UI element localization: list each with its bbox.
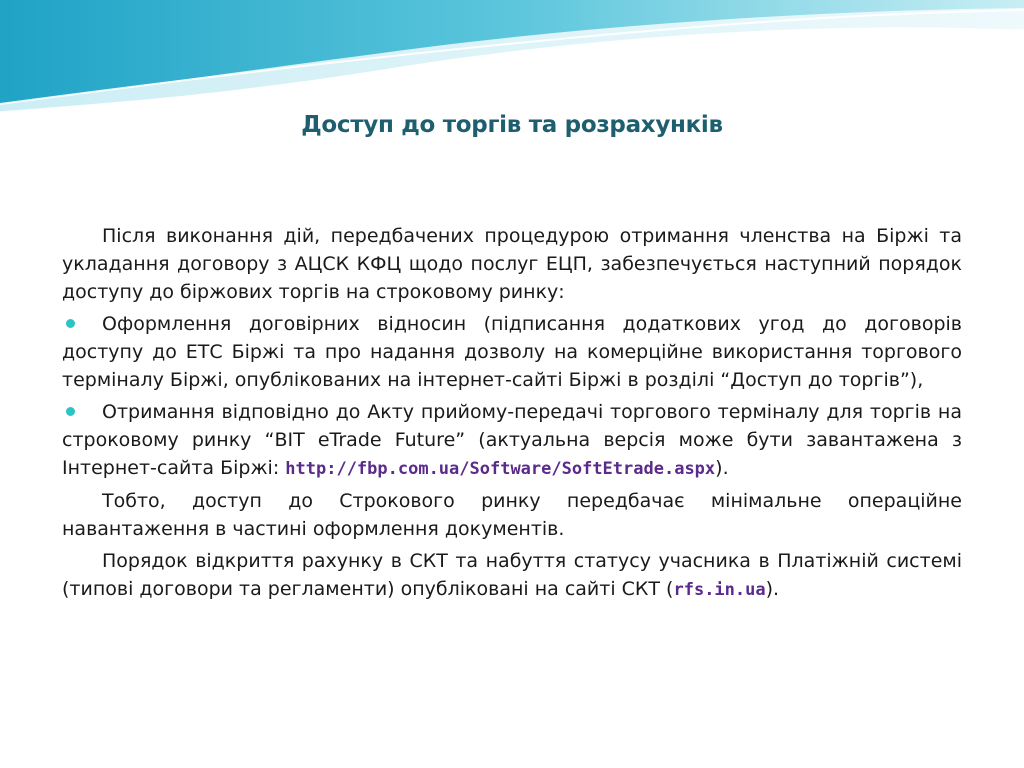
software-link[interactable]: http://fbp.com.ua/Software/SoftEtrade.aspx xyxy=(285,459,716,479)
intro-paragraph: Після виконання дій, передбачених процедурою отримання членства на Біржі та укладання договору з АЦСК КФЦ щодо послуг ЕЦП, забезпечується наступний порядок доступу до біржових торгів на строковому ринку: xyxy=(62,225,962,303)
paragraph-4-end: ). xyxy=(765,578,780,600)
bullet-dot-icon xyxy=(66,319,75,328)
bullet-item-2 xyxy=(62,398,962,483)
bullet-dot-icon xyxy=(66,407,75,416)
paragraph-3: Тобто, доступ до Строкового ринку передбачає мінімальне операційне навантаження в частині оформлення документів. xyxy=(62,490,962,540)
rfs-link[interactable]: rfs.in.ua xyxy=(673,580,766,600)
slide-body xyxy=(62,222,962,608)
bullet-item-1 xyxy=(62,310,962,394)
bullet-2-text: Отримання відповідно до Акту прийому-передачі торгового терміналу для торгів на строковому ринку “BIT eTrade Future” (актуальна версія може бути завантажена з Інтернет-сайта Біржі: xyxy=(62,401,962,479)
bullet-1-text: Оформлення договірних відносин (підписання додаткових угод до договорів доступу до ЕТС Біржі та про надання дозволу на комерційне використання торгового терміналу Біржі, опублікованих на інтернет-сайті Біржі в розділі “Доступ до торгів”), xyxy=(62,313,962,391)
paragraph-4 xyxy=(62,547,962,604)
slide-title: Доступ до торгів та розрахунків xyxy=(301,112,723,138)
bullet-2-end: ). xyxy=(715,457,729,479)
paragraph-4-text: Порядок відкриття рахунку в СКТ та набуття статусу учасника в Платіжній системі (типові договори та регламенти) опубліковані на сайті СКТ ( xyxy=(62,550,962,600)
decorative-swoosh xyxy=(0,0,1024,130)
